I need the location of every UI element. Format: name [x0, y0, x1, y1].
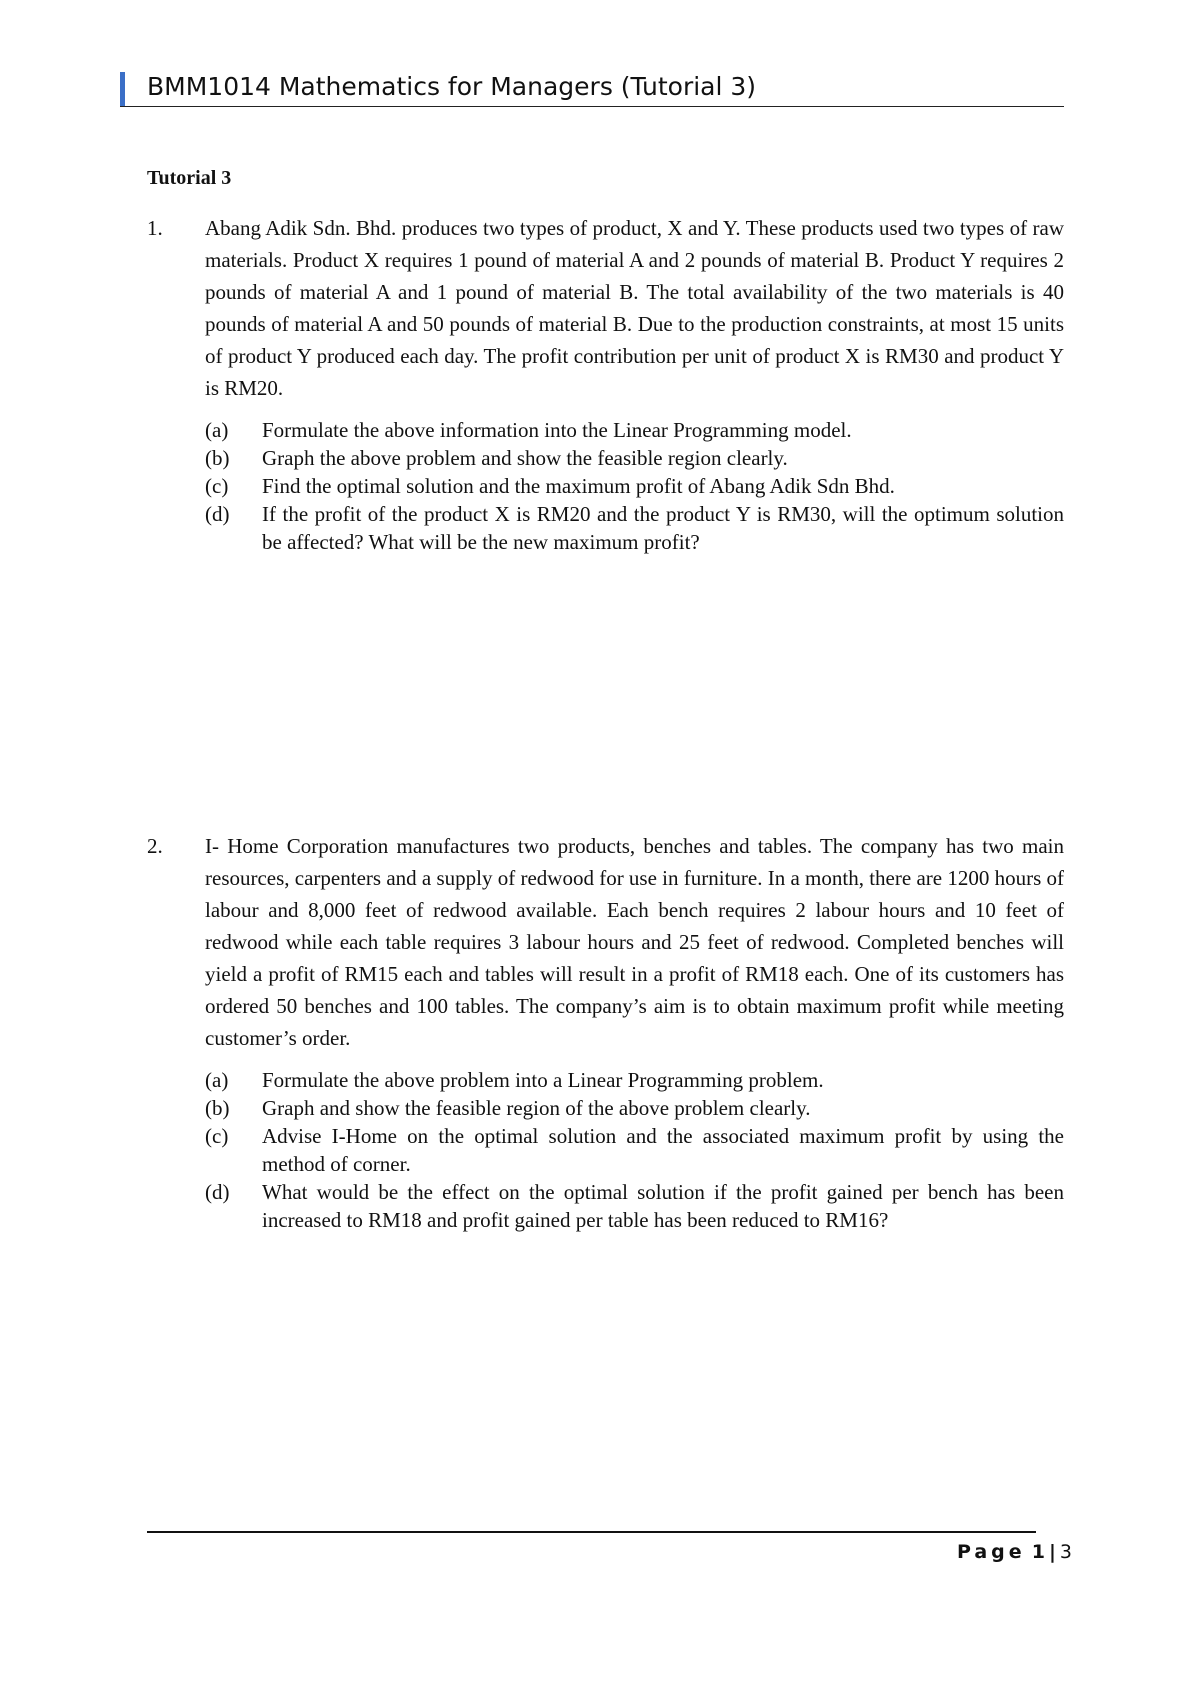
subpart-b — [205, 444, 1064, 472]
subpart-label: (b) — [205, 1096, 230, 1120]
question-1 — [147, 212, 1064, 556]
subpart-text: Graph and show the feasible region of the above problem clearly. — [262, 1096, 811, 1120]
question-number: 1. — [147, 216, 163, 240]
subpart-text: Graph the above problem and show the feasible region clearly. — [262, 446, 788, 470]
subpart-label: (d) — [205, 1180, 230, 1204]
subpart-b — [205, 1094, 1064, 1122]
current-page: 1 — [1031, 1541, 1045, 1563]
subpart-label: (a) — [205, 1068, 229, 1092]
subpart-text: If the profit of the product X is RM20 and the product Y is RM30, will the optimum solution be affected? What will be the new maximum profit? — [262, 502, 1064, 554]
page-separator: | — [1048, 1541, 1056, 1563]
subpart-label: (b) — [205, 446, 230, 470]
subpart-text: Formulate the above information into the Linear Programming model. — [262, 418, 852, 442]
subpart-text: Find the optimal solution and the maximum profit of Abang Adik Sdn Bhd. — [262, 474, 895, 498]
subpart-label: (c) — [205, 1124, 229, 1148]
subpart-c — [205, 472, 1064, 500]
footer-rule — [147, 1531, 1036, 1533]
question-2 — [147, 830, 1064, 1234]
section-title: Tutorial 3 — [147, 167, 232, 189]
page-word: Page — [956, 1541, 1026, 1563]
subpart-c — [205, 1122, 1064, 1178]
page-number — [957, 1539, 1072, 1565]
subparts-list — [205, 416, 1064, 556]
subpart-d — [205, 500, 1064, 556]
total-pages: 3 — [1059, 1541, 1072, 1563]
subpart-a — [205, 1066, 1064, 1094]
subpart-text: Formulate the above problem into a Linear Programming problem. — [262, 1068, 824, 1092]
header-accent-bar — [120, 72, 125, 106]
subpart-a — [205, 416, 1064, 444]
subpart-label: (d) — [205, 502, 230, 526]
subpart-d — [205, 1178, 1064, 1234]
page-header — [120, 70, 1064, 107]
subpart-label: (c) — [205, 474, 229, 498]
subpart-label: (a) — [205, 418, 229, 442]
question-body: Abang Adik Sdn. Bhd. produces two types of product, X and Y. These products used two types of raw materials. Product X requires 1 pound of material A and 2 pounds of material B. Product Y requires 2 pounds of material A and 1 pound of material B. The total availability of the two materials is 40 pounds of material A and 50 pounds of material B. Due to the production constraints, at most 15 units of product Y produced each day. The profit contribution per unit of product X is RM30 and product Y is RM20. — [205, 216, 1064, 400]
subpart-text: Advise I-Home on the optimal solution and the associated maximum profit by using the method of corner. — [262, 1124, 1064, 1176]
question-body: I- Home Corporation manufactures two products, benches and tables. The company has two main resources, carpenters and a supply of redwood for use in furniture. In a month, there are 1200 hours of labour and 8,000 feet of redwood available. Each bench requires 2 labour hours and 10 feet of redwood while each table requires 3 labour hours and 25 feet of redwood. Completed benches will yield a profit of RM15 each and tables will result in a profit of RM18 each. One of its customers has ordered 50 benches and 100 tables. The company’s aim is to obtain maximum profit while meeting customer’s order. — [205, 834, 1064, 1050]
subparts-list — [205, 1066, 1064, 1234]
question-number: 2. — [147, 834, 163, 858]
subpart-text: What would be the effect on the optimal solution if the profit gained per bench has been increased to RM18 and profit gained per table has been reduced to RM16? — [262, 1180, 1064, 1232]
header-title: BMM1014 Mathematics for Managers (Tutorial 3) — [147, 72, 757, 101]
